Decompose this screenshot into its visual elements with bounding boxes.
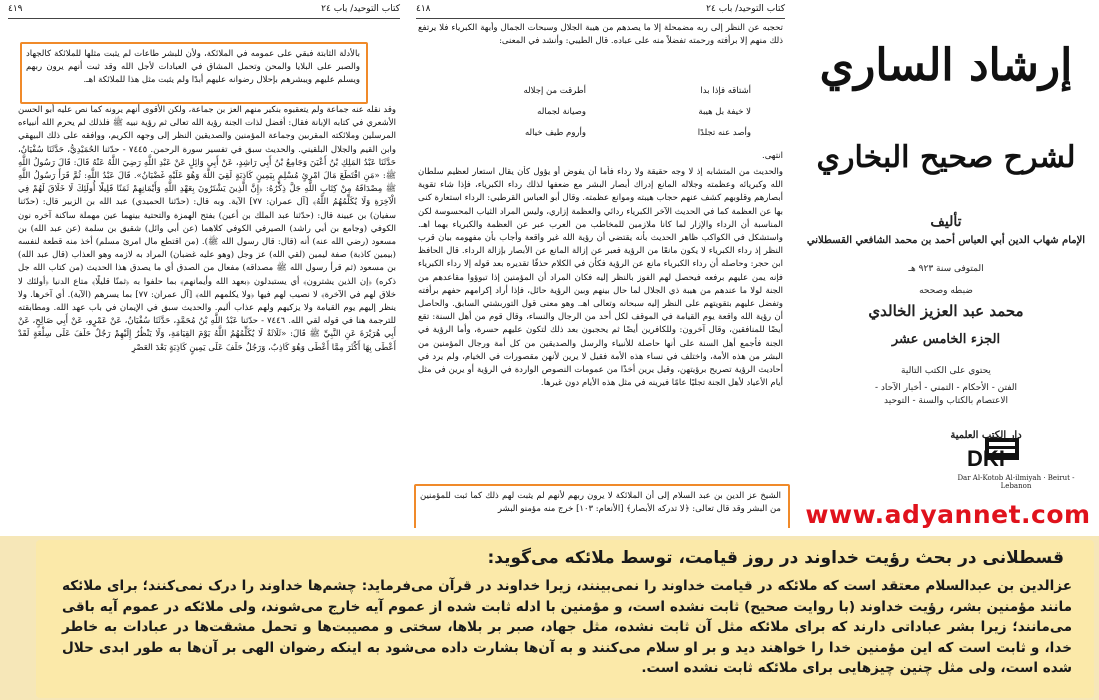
book-cover xyxy=(793,0,1099,528)
volume-label: الجزء الخامس عشر xyxy=(891,332,1001,347)
page-header xyxy=(8,4,400,19)
author-death: المتوفى سنة ٩٢٣ هـ xyxy=(908,264,984,274)
author-name: الإمام شهاب الدين أبي العباس أحمد بن محمد الشافعي القسطلاني xyxy=(806,235,1086,246)
authorship-label: تأليف xyxy=(930,214,962,230)
page-number: ٤١٩ xyxy=(8,4,23,14)
website-watermark: www.adyannet.com xyxy=(805,500,1091,529)
poem-line: أشتاقه فإذا بدا أطرقت من إجلاله xyxy=(523,86,751,96)
poem xyxy=(451,86,751,149)
translation-title: قسطلانی در بحث رؤیت خداوند در روز قیامت، توسط ملائکه می‌گوید: xyxy=(487,548,1064,568)
book-page-418 xyxy=(408,0,794,528)
page-body-text: والحديث من المتشابه إذ لا وجه حقيقة ولا رداء فأما أن يفوض أو يؤول كأن يقال استعار لعظيم سلطان الله وكبريائه وعظمته وجلاله المانع إدراك أبصار البشر مع ضعفها لذلك رداء الكبرياء، فإذا شاء تقوية أبصارهم وقلوبهم كشف عنهم حجاب هيبته وموانع عظمته. وقال أبو العباس القرطبي: الرداء استعارة كنى بها عن العظمة كما في الحديث الآخر الكبرياء ردائي والعظمة إزاري، وليس المراد الثياب المحسوسة لكن المناسبة أن الرداء والإزار لما كانا ملازمين للمخاطب من العرب عبر عن العظمة والكبرياء بهما اهـ. واستشكل في الكواكب ظاهر الحديث بأنه يقتضي أن رؤية الله غير واقعة وأجاب بأن مفهومه بيان قرب النظر إذ رداء الكبرياء لا يكون مانعًا من الرؤية فعبر عن إزالة المانع عن الأبصار بإزالة الرداء. قال الحافظ ابن حجر: وحاصله أن رداء الكبرياء مانع عن الرؤية فكأن في الكلام حذفًا تقديره بعد قوله إلا رداء الكبرياء فإنه يمن عليهم برفعه فيحصل لهم الفوز بالنظر إليه فكان المراد أن المؤمنين إذا تبوؤوا مقاعدهم من الجنة لولا ما عندهم من هيبة ذي الجلال لما حال بينهم وبين الرؤية حائل، فإذا أراد إكرامهم حفهم برأفته وتفضل عليهم بتقويتهم على النظر إليه سبحانه وتعالى اهـ. وهو معنى قول التوربشتي السابق. والحاصل أن رؤية الله واقعة يوم القيامة في الموقف لكل أحد من الرجال والنساء، وقال قوم من أهل السنة: تقع أيضًا للمنافقين، وقال آخرون: وللكافرين أيضًا ثم يحجبون بعد ذلك لتكون عليهم حسرة، وأما الرؤية في الجنة فأجمع أهل السنة على أنها حاصلة للأنبياء والرسل والصديقين من كل أمة ورجال المؤمنين من البشر من هذه الأمة، واختلف في نساء هذه الأمة فقيل لا يرين لأنهن مقصورات في الخيام، ولم يرد في أحاديث الرؤية تصريح برؤيتهن، وقيل يرين أخذًا من عمومات النصوص الواردة في الرؤية أو يرين في مثل أيام الأعياد لأهل الجنة تجليًا عامًا فيرينه في مثل هذه الأيام دون غيرها. xyxy=(418,167,783,389)
poem-line: لا خيفة بل هيبة وصيانة لجماله xyxy=(537,107,751,117)
editor-name: محمد عبد العزيز الخالدي xyxy=(868,302,1024,320)
boxed-passage: بالأدلة الثابتة فبقي على عمومه في الملائكة، ولأن للبشر طاعات لم يثبت مثلها للملائكة كالجهاد والصبر على البلايا والمحن وتحمل المشاق في العبادات لأجل الله وقد ثبت أنهم يرون ربهم ويسلم عليهم ويبشرهم بإحلال رضوانه عليهم أبدًا ولم يثبت مثل هذا للملائكة اهـ. xyxy=(26,49,360,86)
translation-body: عزالدین بن عبدالسلام معتقد است که ملائکه در قیامت خداوند را نمی‌بینند، زیرا خداوند در قرآن می‌فرماید: چشم‌ها خداوند را درک نمی‌کنند؛ برای ملائکه مانند مؤمنین بشر، رؤیت خداوند (با روایت صحیح) ثابت نشده است، و مؤمنین با ادله ثابت شده از عموم آیه خارج می‌شوند، ولی ملائکه در عموم آیه باقی می‌مانند؛ زیرا بشر عباداتی دارند که برای ملائکه مثل آن ثابت نشده، مثل جهاد، صبر بر بلاها، سختی و مصیبت‌ها و تحمل مشقت‌ها در عبادات به خاطر خدا، و ثابت است که این مؤمنین خدا را خواهند دید و بر او سلام می‌کنند و به آن‌ها بشارت داده می‌شود به اینکه رضوان الهی بر آن‌ها به طور ابدی حلال شده است، ولی مثل چنین چیزهایی برای ملائکه ثابت نشده است. xyxy=(62,578,1072,676)
chapter-heading: كتاب التوحيد/ باب ٢٤ xyxy=(706,4,785,14)
page-number: ٤١٨ xyxy=(416,4,431,14)
publisher-address: Dar Al-Kotob Al-ilmiyah · Beirut - Lebanon xyxy=(957,474,1075,490)
intro-text: تحجبه عن النظر إلى ربه مضمحلة إلا ما يصدهم من هيبة الجلال وسبحات الجمال وأبهة الكبرياء فلا يرتفع ذلك منهم إلا برأفته ورحمته تفضلاً منه على عباده. قال الطيبي: وأنشد في المعنى: xyxy=(418,23,783,47)
translation-panel xyxy=(0,536,1099,700)
after-poem: انتهى. xyxy=(762,151,783,161)
publisher-acronym: DKI xyxy=(967,446,1005,471)
translation-card xyxy=(36,540,1094,698)
edited-by-label: ضبطه وصححه xyxy=(919,286,973,296)
book-title: إرشاد الساري xyxy=(819,40,1073,91)
page-header xyxy=(416,4,785,19)
page-body-text: وقد نقله عنه جماعة ولم يتعقبوه بنكير منهم العز بن جماعة، ولكن الأقوى أنهم يرونه كما نص عليه أبو الحسن الأشعري في كتابه الإبانة فقال: أفضل لذات الجنة رؤية الله تعالى ثم رؤية نبيه ﷺ فلذلك لم يحرم الله أنبياءه المرسلين وملائكته المقربين وجماعة المؤمنين والصديقين النظر إلى وجهه الكريم، ووافقه على ذلك البيهقي وابن القيم والجلال البلقيني. والحديث سبق في تفسير سورة الرحمن. ٧٤٤٥ - حدّثنا الحُمَيْدِيُّ، حَدَّثَنَا سُفْيَانُ، حَدَّثَنَا عَبْدُ المَلِكِ بْنُ أَعْيَنَ وَجَامِعُ بْنُ أَبِي رَاشِدٍ، عَنْ أَبِي وَائِلٍ عَنْ عَبْدِ اللَّهِ رَضِيَ اللَّهُ عَنْهُ قَالَ: قَالَ رَسُولُ اللَّهِ ﷺ: «مَنِ اقْتَطَعَ مَالَ امْرِئٍ مُسْلِمٍ بِيَمِينٍ كَاذِبَةٍ لَقِيَ اللَّهَ وَهُوَ عَلَيْهِ غَضْبَانُ». قَالَ عَبْدُ اللَّهِ: ثُمَّ قَرَأَ رَسُولُ اللَّهِ ﷺ مِصْدَاقَهُ مِنْ كِتَابِ اللَّهِ جَلَّ ذِكْرُهُ: ﴿إِنَّ الَّذِينَ يَشْتَرُونَ بِعَهْدِ اللَّهِ وَأَيْمَانِهِمْ ثَمَنًا قَلِيلًا أُولَئِكَ لَا خَلَاقَ لَهُمْ فِي الْآخِرَةِ وَلَا يُكَلِّمُهُمُ اللَّهُ﴾ [آل عمران: ٧٧] الآية. وبه قال: (حدّثنا الحميدي) عبد الله بن الزبير قال: (حدّثنا سفيان) بن عيينة قال: (حدّثنا عبد الملك بن أعين) بفتح الهمزة والتحتية بينهما عين مهملة ساكنة آخره نون الكوفي (وجامع بن أبي راشد) الصيرفي الكوفي كلاهما (عن أبي وائل) شقيق بن سلمة (عن عبد الله) بن مسعود (رضي الله عنه) أنه (قال: قال رسول الله ﷺ). (من اقتطع مال امرئ مسلم) أخذ منه قطعة لنفسه (بيمين كاذبة) صفة ليمين (لقي الله) عز وجل (وهو عليه غضبان) المراد به لازمه وهو العذاب (قال عبد الله) بن مسعود (ثم قرأ رسول الله ﷺ مصداقه) مفعال من الصدق أي ما يصدق هذا الحديث (من كتاب الله جل ذكره) ﴿إن الذين يشترون﴾ أي يستبدلون ﴿بعهد الله وأيمانهم﴾ بما حلفوا به ﴿ثمنًا قليلًا﴾ متاع الدنيا ﴿أولئك لا خلاق لهم في الآخرة﴾ لا نصيب لهم فيها ﴿ولا يكلمهم الله﴾ [آل عمران: ٧٧] بما يسرهم (الآية). أي آخرها. ولا ينظر إليهم يوم القيامة ولا يزكيهم ولهم عذاب أليم. والحديث سبق في الإيمان في باب عهد الله. ومطابقته للترجمة هنا في قوله لقي الله. ٧٤٤٦ - حدّثنا عَبْدُ اللَّهِ بْنُ مُحَمَّدٍ، حَدَّثَنَا سُفْيَانُ، عَنْ عَمْرٍو، عَنْ أَبِي صَالِحٍ، عَنْ أَبِي هُرَيْرَةَ عَنِ النَّبِيِّ ﷺ قَالَ: «ثَلَاثَةٌ لَا يُكَلِّمُهُمُ اللَّهُ يَوْمَ القِيَامَةِ، وَلَا يَنْظُرُ إِلَيْهِمْ رَجُلٌ حَلَفَ عَلَى سِلْعَةٍ لَقَدْ أَعْطَى بِهَا أَكْثَرَ مِمَّا أَعْطَى وَهُوَ كَاذِبٌ، وَرَجُلٌ حَلَفَ عَلَى يَمِينٍ كَاذِبَةٍ بَعْدَ العَصْرِ xyxy=(18,105,396,353)
boxed-passage: الشيخ عز الدين بن عبد السلام إلى أن الملائكة لا يرون ربهم لأنهم لم يثبت لهم ذلك كما ثبت للمؤمنين من البشر وقد قال تعالى: ﴿لا تدركه الأبصار﴾ [الأنعام: ١٠٣] خرج منه مؤمنو البشر xyxy=(420,491,781,515)
publisher-arabic: دار الكتب العلمية xyxy=(950,430,1022,441)
contents-label: يحتوي على الكتب التالية xyxy=(901,366,991,376)
poem-line: وأصد عنه تجلدًا وأروم طيف خياله xyxy=(524,128,751,138)
book-page-419 xyxy=(0,0,409,528)
volume-contents: الفتن - الأحكام - التمني - أخبار الآحاد - الاعتصام بالكتاب والسنة - التوحيد xyxy=(874,383,1018,406)
book-subtitle: لشرح صحيح البخاري xyxy=(816,140,1076,175)
chapter-heading: كتاب التوحيد/ باب ٢٤ xyxy=(321,4,400,14)
